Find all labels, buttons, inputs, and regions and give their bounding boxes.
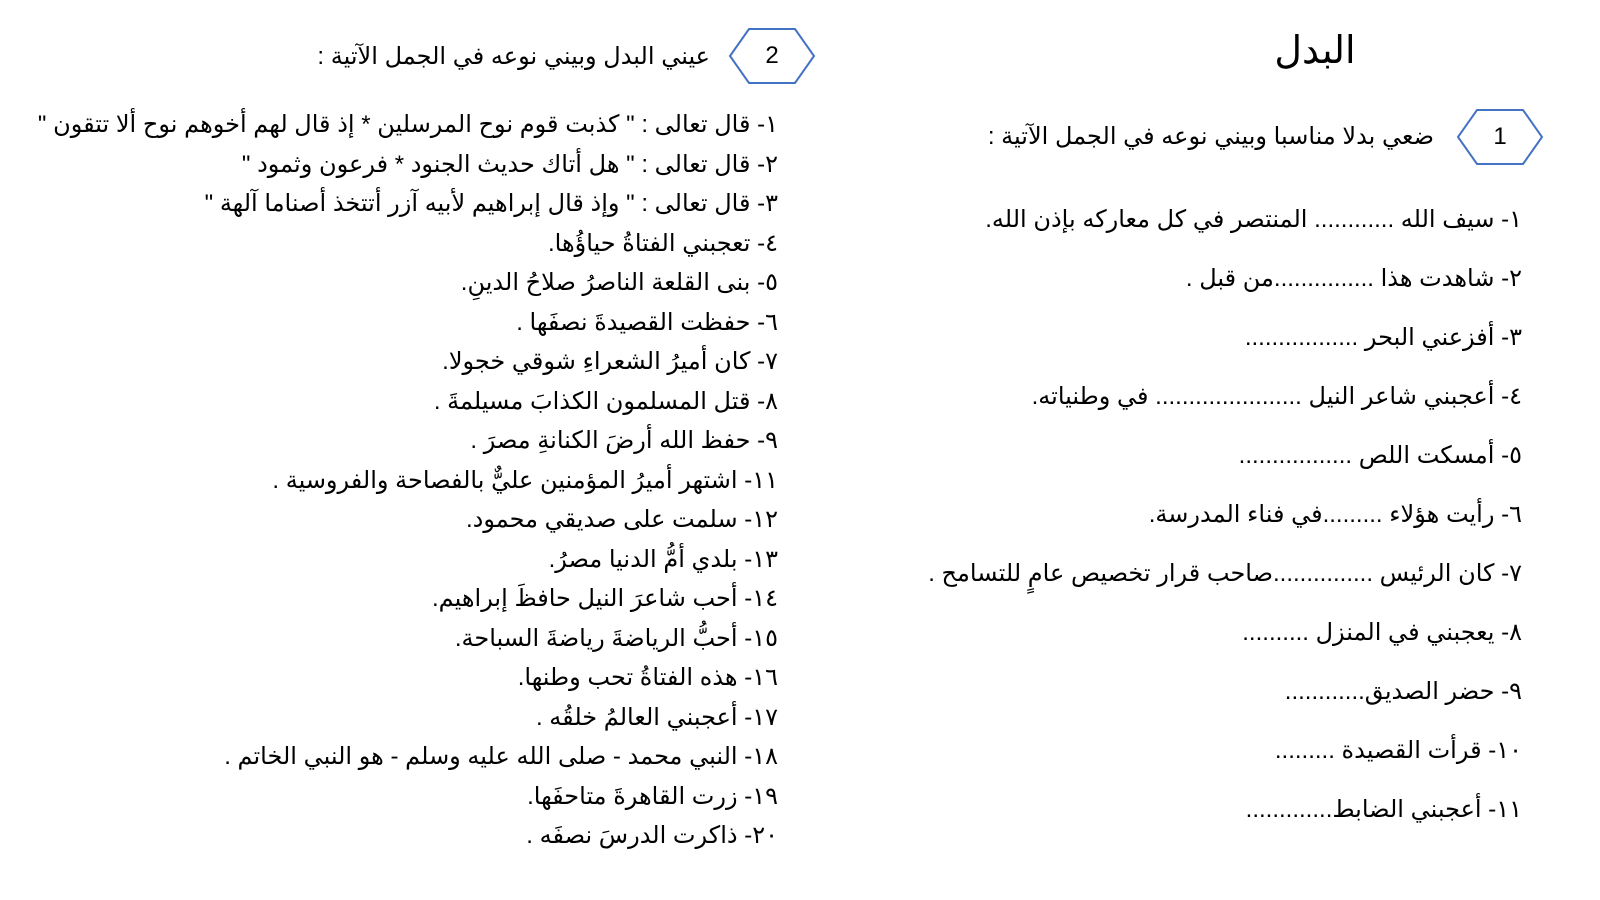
section-2-number: 2	[765, 42, 779, 69]
section-2-item: ٣- قال تعالى : " وإذ قال إبراهيم لأبيه آزر أتتخذ أصناما آلهة "	[204, 190, 778, 217]
section-1-item: ٧- كان الرئيس ...............صاحب قرار تخصيص عامٍ للتسامح .	[928, 560, 1522, 587]
section-2-item: ١٤- أحب شاعرَ النيل حافظَ إبراهيم.	[431, 585, 778, 612]
section-2-item: ٢٠- ذاكرت الدرسَ نصفَه .	[526, 822, 778, 849]
section-1-instruction: ضعي بدلا مناسبا وبيني نوعه في الجمل الآتية :	[987, 123, 1434, 150]
section-2-item: ١٧- أعجبني العالمُ خلقُه .	[535, 703, 778, 731]
section-2-item: ١٣- بلدي أمُّ الدنيا مصرُ.	[548, 545, 778, 573]
section-2-instruction: عيني البدل وبيني نوعه في الجمل الآتية :	[317, 43, 710, 70]
section-2-item: ٨- قتل المسلمون الكذابَ مسيلمةَ .	[433, 387, 778, 415]
section-2-item: ٥- بنى القلعة الناصرُ صلاحُ الدينِ.	[460, 269, 778, 296]
section-1-item: ١٠- قرأت القصيدة .........	[1274, 737, 1522, 764]
section-2-item: ١٢- سلمت على صديقي محمود.	[466, 506, 778, 533]
section-2-item: ٩- حفظ الله أرضَ الكنانةِ مصرَ .	[470, 427, 778, 454]
section-1-item: ٥- أمسكت اللص .................	[1238, 442, 1522, 469]
section-2-exercise-list	[38, 105, 778, 856]
section-2-item: ٦- حفظت القصيدةَ نصفَها .	[516, 308, 778, 336]
section-1-item: ٤- أعجبني شاعر النيل ...................... في وطنياته.	[1031, 383, 1522, 410]
section-1-item: ٨- يعجبني في المنزل ..........	[1242, 619, 1522, 646]
section-2-badge	[727, 26, 817, 86]
section-2-item: ٤- تعجبني الفتاةُ حياؤُها.	[548, 229, 778, 257]
section-1-item: ٢- شاهدت هذا ...............من قبل .	[1185, 265, 1522, 292]
section-1-item: ٩- حضر الصديق............	[1284, 678, 1522, 705]
section-2-item: ١٦- هذه الفتاةُ تحب وطنها.	[517, 664, 778, 691]
section-2-item: ١٨- النبي محمد - صلى الله عليه وسلم - هو النبي الخاتم .	[224, 743, 778, 770]
section-1-number: 1	[1493, 123, 1507, 150]
section-2-item: ١٥- أحبُّ الرياضةَ رياضةَ السباحة.	[454, 624, 778, 652]
section-2-item: ٢- قال تعالى : " هل أتاك حديث الجنود * فرعون وثمود "	[241, 150, 778, 178]
section-2-item: ١١- اشتهر أميرُ المؤمنين عليٌّ بالفصاحة والفروسية .	[272, 466, 778, 494]
section-2-item: ١٩- زرت القاهرةَ متاحفَها.	[527, 782, 778, 810]
section-1-item: ٣- أفزعني البحر .................	[1244, 324, 1522, 351]
section-2-item: ٧- كان أميرُ الشعراءِ شوقي خجولا.	[442, 348, 778, 375]
section-1-item: ٦- رأيت هؤلاء .........في فناء المدرسة.	[1148, 501, 1522, 528]
section-1-item: ١١- أعجبني الضابط.............	[1245, 796, 1522, 823]
section-1-badge	[1455, 107, 1545, 167]
section-2-item: ١- قال تعالى : " كذبت قوم نوح المرسلين * إذ قال لهم أخوهم نوح ألا تتقون "	[37, 111, 778, 138]
section-1-item: ١- سيف الله ............ المنتصر في كل معاركه بإذن الله.	[985, 206, 1522, 233]
section-1-exercise-list	[928, 190, 1522, 839]
page-title: البدل	[1274, 30, 1356, 72]
